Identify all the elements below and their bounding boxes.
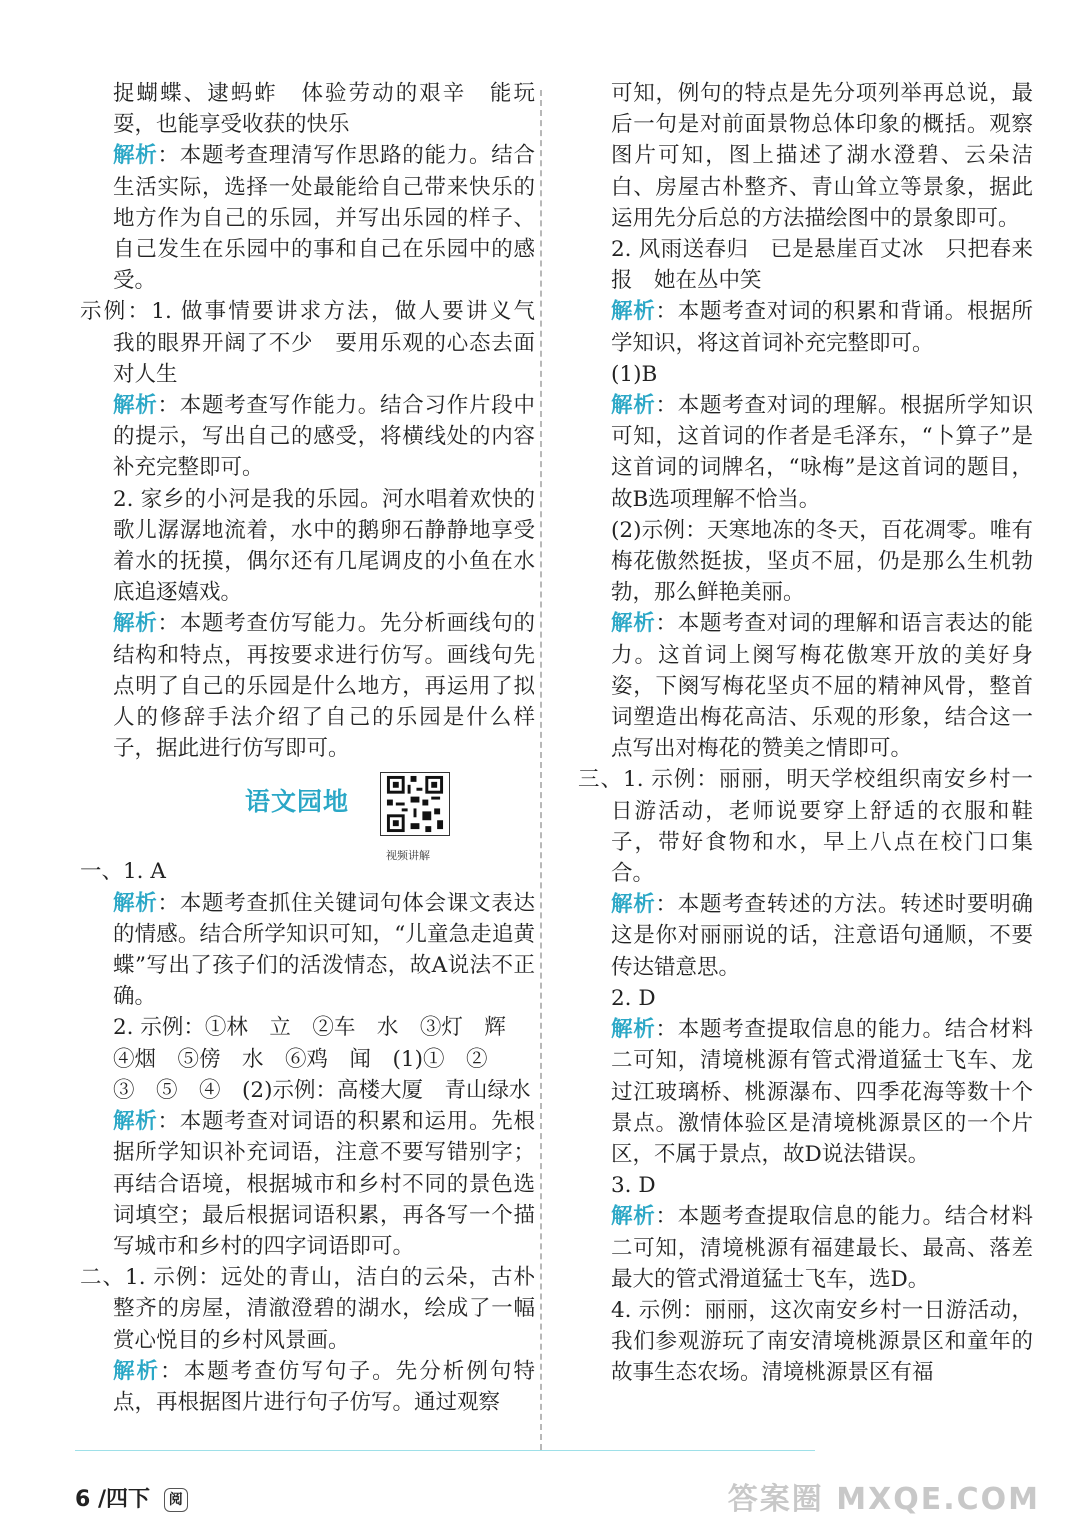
watermark: 答案圈 MXQE.COM — [727, 1482, 1040, 1517]
analysis: 解析：本题考查提取信息的能力。结合材料二可知，清境桃源有管式滑道猛士飞车、龙过江玻璃桥、桃源瀑布、四季花海等数十个景点。激情体验区是清境桃源景区的一个片区，不属于景点，故D说法错误。 — [611, 1017, 1033, 1167]
section-three-q1: 示例：1. 做事情要讲求方法，做人要讲义气 我的眼界开阔了不少 要用乐观的心态去面对人生 — [80, 299, 557, 387]
section-one-q1: 一、1. A — [80, 859, 166, 885]
grade-label: /四下 — [97, 1487, 151, 1512]
qr-code-icon[interactable] — [380, 772, 450, 836]
analysis: 解析：本题考查理清写作思路的能力。结合生活实际，选择一处最能给自己带来快乐的地方作为自己的乐园，并写出乐园的样子、自己发生在乐园中的事和自己在乐园中的感受。 — [113, 143, 535, 294]
analysis: 解析：本题考查对词语的积累和运用。先根据所学知识补充词语，注意不要写错别字；再结合语境，根据城市和乡村不同的景色选词填空；最后根据词语积累，再各写一个描写城市和乡村的四字词语即可。 — [113, 1109, 535, 1259]
analysis-tag: 解析 — [113, 143, 158, 169]
analysis: 解析：本题考查写作能力。结合习作片段中的提示，写出自己的感受，将横线处的内容补充完整即可。 — [113, 393, 535, 481]
section-title: 语文园地 — [245, 787, 350, 817]
section-heading — [80, 764, 535, 863]
question-2-answer: 2. D — [611, 985, 656, 1011]
question-2-line-2: ④烟 ⑤傍 水 ⑥鸡 闻 (1)① ② — [113, 1046, 488, 1072]
analysis: 解析：本题考查提取信息的能力。结合材料二可知，清境桃源有福建最长、最高、落差最大的管式滑道猛士飞车，选D。 — [611, 1204, 1033, 1292]
sub-answer-2: (2)示例：天寒地冻的冬天，百花凋零。唯有梅花傲然挺拔，坚贞不屈，仍是那么生机勃勃，那么鲜艳美丽。 — [611, 517, 1033, 606]
answer-line: 捉蝴蝶、逮蚂蚱 体验劳动的艰辛 能玩耍，也能享受收获的快乐 — [113, 81, 535, 138]
edition-mark-icon: 阅 — [164, 1488, 188, 1512]
question-4: 4. 示例：丽丽，这次南安乡村一日游活动，我们参观游玩了南安清境桃源景区和童年的故事生态农场。清境桃源景区有福 — [611, 1297, 1033, 1386]
analysis: 解析：本题考查仿写能力。先分析画线句的结构和特点，再按要求进行仿写。画线句先点明了自己的乐园是什么地方，再运用了拟人的修辞手法介绍了自己的乐园是什么样子，据此进行仿写即可。 — [113, 611, 535, 762]
question-2-line-3: ③ ⑤ ④ (2)示例：高楼大厦 青山绿水 — [113, 1077, 531, 1103]
analysis: 解析：本题考查对词的理解和语言表达的能力。这首词上阕写梅花傲寒开放的美好身姿，下阕写梅花坚贞不屈的精神风骨，整首词塑造出梅花高洁、乐观的形象，结合这一点写出对梅花的赞美之情即可。 — [611, 611, 1033, 762]
analysis: 解析：本题考查对词的理解。根据所学知识可知，这首词的作者是毛泽东，“卜算子”是这首词的词牌名，“咏梅”是这首词的题目，故B选项理解不恰当。 — [611, 393, 1033, 512]
analysis: 解析：本题考查抓住关键词句体会课文表达的情感。结合所学知识可知，“儿童急走追黄蝶”写出了孩子们的活泼情态，故A说法不正确。 — [113, 890, 535, 1010]
question-3-answer: 3. D — [611, 1173, 656, 1199]
section-three-q1: 三、1. 示例：丽丽，明天学校组织南安乡村一日游活动，老师说要穿上舒适的衣服和鞋子，带好食物和水，早上八点在校门口集合。 — [578, 767, 1033, 887]
page-footer — [75, 1482, 188, 1513]
analysis: 解析：本题考查仿写句子。先分析例句特点，再根据图片进行句子仿写。通过观察 — [113, 1358, 535, 1415]
question-2-line-1: 2. 示例：①林 立 ②车 水 ③灯 辉 — [113, 1015, 506, 1041]
analysis: 解析：本题考查转述的方法。转述时要明确这是你对丽丽说的话，注意语句通顺，不要传达错意思。 — [611, 892, 1033, 980]
footer-rule — [75, 1450, 815, 1451]
analysis-continued: 可知，例句的特点是先分项列举再总说，最后一句是对前面景物总体印象的概括。观察图片可知，图上描述了湖水澄碧、云朵洁白、房屋古朴整齐、青山耸立等景象，据此运用先分后总的方法描绘图中的景象即可。 — [611, 81, 1033, 231]
right-column — [578, 78, 1033, 1389]
page-number: 6 — [75, 1487, 91, 1512]
left-column — [80, 78, 557, 1418]
analysis: 解析：本题考查对词的积累和背诵。根据所学知识，将这首词补充完整即可。 — [611, 299, 1033, 356]
column-divider — [540, 90, 542, 1450]
section-two-q1: 二、1. 示例：远处的青山，洁白的云朵，古朴整齐的房屋，清澈澄碧的湖水，绘成了一幅赏心悦目的乡村风景画。 — [80, 1265, 535, 1353]
qr-caption: 视频讲解 — [386, 849, 430, 863]
question-2: 2. 风雨送春归 已是悬崖百丈冰 只把春来报 她在丛中笑 — [611, 237, 1033, 294]
sub-answer-1: (1)B — [611, 361, 658, 387]
question-2: 2. 家乡的小河是我的乐园。河水唱着欢快的歌儿潺潺地流着，水中的鹅卵石静静地享受着水的抚摸，偶尔还有几尾调皮的小鱼在水底追逐嬉戏。 — [113, 486, 535, 606]
